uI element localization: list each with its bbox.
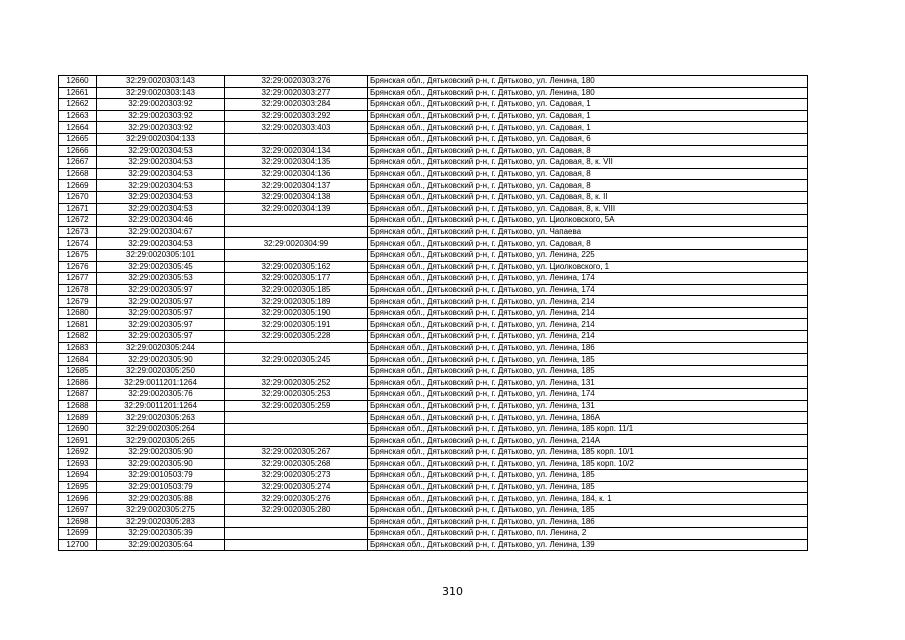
table-row bbox=[59, 145, 808, 157]
parcel-number-cell: 32:29:0020305:97 bbox=[97, 284, 225, 296]
row-number-cell: 12662 bbox=[59, 99, 97, 111]
table-row bbox=[59, 273, 808, 285]
row-number-cell: 12674 bbox=[59, 238, 97, 250]
address-cell: Брянская обл., Дятьковский р-н, г. Дятьково, ул. Ленина, 185 корп. 10/1 bbox=[368, 447, 808, 459]
parcel-number-cell: 32:29:0020305:64 bbox=[97, 539, 225, 551]
parcel-number-cell: 32:29:0020305:265 bbox=[97, 435, 225, 447]
row-number-cell: 12699 bbox=[59, 528, 97, 540]
row-number-cell: 12692 bbox=[59, 447, 97, 459]
address-cell: Брянская обл., Дятьковский р-н, г. Дятьково, ул. Садовая, 1 bbox=[368, 99, 808, 111]
object-number-cell: 32:29:0020305:245 bbox=[225, 354, 368, 366]
row-number-cell: 12683 bbox=[59, 342, 97, 354]
table-row bbox=[59, 307, 808, 319]
row-number-cell: 12671 bbox=[59, 203, 97, 215]
address-cell: Брянская обл., Дятьковский р-н, г. Дятьково, ул. Ленина, 186А bbox=[368, 412, 808, 424]
parcel-number-cell: 32:29:0020305:90 bbox=[97, 458, 225, 470]
object-number-cell: 32:29:0020305:162 bbox=[225, 261, 368, 273]
row-number-cell: 12695 bbox=[59, 481, 97, 493]
table-row bbox=[59, 354, 808, 366]
row-number-cell: 12684 bbox=[59, 354, 97, 366]
table-row bbox=[59, 331, 808, 343]
object-number-cell bbox=[225, 516, 368, 528]
object-number-cell: 32:29:0020304:135 bbox=[225, 157, 368, 169]
address-cell: Брянская обл., Дятьковский р-н, г. Дятьково, ул. Ленина, 214 bbox=[368, 319, 808, 331]
object-number-cell: 32:29:0020303:284 bbox=[225, 99, 368, 111]
table-row bbox=[59, 99, 808, 111]
table-row bbox=[59, 296, 808, 308]
address-cell: Брянская обл., Дятьковский р-н, г. Дятьково, ул. Чапаева bbox=[368, 226, 808, 238]
address-cell: Брянская обл., Дятьковский р-н, г. Дятьково, ул. Садовая, 8 bbox=[368, 180, 808, 192]
object-number-cell: 32:29:0020305:177 bbox=[225, 273, 368, 285]
address-cell: Брянская обл., Дятьковский р-н, г. Дятьково, ул. Садовая, 1 bbox=[368, 110, 808, 122]
object-number-cell: 32:29:0020305:274 bbox=[225, 481, 368, 493]
table-row bbox=[59, 539, 808, 551]
parcel-number-cell: 32:29:0020303:92 bbox=[97, 99, 225, 111]
parcel-number-cell: 32:29:0020305:76 bbox=[97, 389, 225, 401]
row-number-cell: 12664 bbox=[59, 122, 97, 134]
parcel-number-cell: 32:29:0020303:92 bbox=[97, 122, 225, 134]
table-row bbox=[59, 87, 808, 99]
address-cell: Брянская обл., Дятьковский р-н, г. Дятьково, ул. Ленина, 131 bbox=[368, 377, 808, 389]
parcel-number-cell: 32:29:0020305:250 bbox=[97, 365, 225, 377]
table-row bbox=[59, 516, 808, 528]
object-number-cell: 32:29:0020305:280 bbox=[225, 504, 368, 516]
object-number-cell: 32:29:0020303:276 bbox=[225, 76, 368, 88]
object-number-cell bbox=[225, 423, 368, 435]
table-row bbox=[59, 319, 808, 331]
row-number-cell: 12667 bbox=[59, 157, 97, 169]
row-number-cell: 12686 bbox=[59, 377, 97, 389]
table-row bbox=[59, 504, 808, 516]
table-row bbox=[59, 365, 808, 377]
address-cell: Брянская обл., Дятьковский р-н, г. Дятьково, ул. Ленина, 180 bbox=[368, 76, 808, 88]
object-number-cell bbox=[225, 539, 368, 551]
parcel-number-cell: 32:29:0020304:53 bbox=[97, 180, 225, 192]
object-number-cell bbox=[225, 133, 368, 145]
address-cell: Брянская обл., Дятьковский р-н, г. Дятьково, ул. Ленина, 185 bbox=[368, 504, 808, 516]
row-number-cell: 12691 bbox=[59, 435, 97, 447]
address-cell: Брянская обл., Дятьковский р-н, г. Дятьково, ул. Садовая, 1 bbox=[368, 122, 808, 134]
address-cell: Брянская обл., Дятьковский р-н, г. Дятьково, ул. Ленина, 185 bbox=[368, 354, 808, 366]
table-row bbox=[59, 447, 808, 459]
row-number-cell: 12680 bbox=[59, 307, 97, 319]
parcel-number-cell: 32:29:0020305:275 bbox=[97, 504, 225, 516]
object-number-cell: 32:29:0020305:191 bbox=[225, 319, 368, 331]
object-number-cell: 32:29:0020305:253 bbox=[225, 389, 368, 401]
object-number-cell: 32:29:0020304:136 bbox=[225, 168, 368, 180]
parcel-number-cell: 32:29:0020304:46 bbox=[97, 215, 225, 227]
row-number-cell: 12696 bbox=[59, 493, 97, 505]
parcel-number-cell: 32:29:0020305:53 bbox=[97, 273, 225, 285]
object-number-cell: 32:29:0020303:277 bbox=[225, 87, 368, 99]
table-row bbox=[59, 400, 808, 412]
table-row bbox=[59, 470, 808, 482]
parcel-number-cell: 32:29:0020304:53 bbox=[97, 203, 225, 215]
table-row bbox=[59, 249, 808, 261]
address-cell: Брянская обл., Дятьковский р-н, г. Дятьково, пл. Ленина, 2 bbox=[368, 528, 808, 540]
row-number-cell: 12669 bbox=[59, 180, 97, 192]
parcel-number-cell: 32:29:0020305:264 bbox=[97, 423, 225, 435]
object-number-cell: 32:29:0020305:228 bbox=[225, 331, 368, 343]
row-number-cell: 12697 bbox=[59, 504, 97, 516]
table-body bbox=[59, 76, 808, 551]
address-cell: Брянская обл., Дятьковский р-н, г. Дятьково, ул. Ленина, 185 bbox=[368, 365, 808, 377]
row-number-cell: 12672 bbox=[59, 215, 97, 227]
row-number-cell: 12668 bbox=[59, 168, 97, 180]
row-number-cell: 12666 bbox=[59, 145, 97, 157]
address-cell: Брянская обл., Дятьковский р-н, г. Дятьково, ул. Ленина, 174 bbox=[368, 273, 808, 285]
address-cell: Брянская обл., Дятьковский р-н, г. Дятьково, ул. Садовая, 6 bbox=[368, 133, 808, 145]
address-cell: Брянская обл., Дятьковский р-н, г. Дятьково, ул. Ленина, 225 bbox=[368, 249, 808, 261]
parcel-number-cell: 32:29:0011201:1264 bbox=[97, 400, 225, 412]
object-number-cell: 32:29:0020303:403 bbox=[225, 122, 368, 134]
parcel-number-cell: 32:29:0020304:53 bbox=[97, 157, 225, 169]
table-row bbox=[59, 157, 808, 169]
parcel-number-cell: 32:29:0020303:92 bbox=[97, 110, 225, 122]
object-number-cell: 32:29:0020303:292 bbox=[225, 110, 368, 122]
table-row bbox=[59, 423, 808, 435]
object-number-cell: 32:29:0020305:185 bbox=[225, 284, 368, 296]
object-number-cell bbox=[225, 365, 368, 377]
address-cell: Брянская обл., Дятьковский р-н, г. Дятьково, ул. Садовая, 8 bbox=[368, 168, 808, 180]
object-number-cell bbox=[225, 342, 368, 354]
parcel-number-cell: 32:29:0020305:97 bbox=[97, 331, 225, 343]
row-number-cell: 12679 bbox=[59, 296, 97, 308]
address-cell: Брянская обл., Дятьковский р-н, г. Дятьково, ул. Ленина, 184, к. 1 bbox=[368, 493, 808, 505]
address-cell: Брянская обл., Дятьковский р-н, г. Дятьково, ул. Садовая, 8, к. VIII bbox=[368, 203, 808, 215]
object-number-cell: 32:29:0020304:134 bbox=[225, 145, 368, 157]
table-row bbox=[59, 493, 808, 505]
object-number-cell bbox=[225, 412, 368, 424]
parcel-number-cell: 32:29:0020305:283 bbox=[97, 516, 225, 528]
object-number-cell: 32:29:0020305:190 bbox=[225, 307, 368, 319]
address-cell: Брянская обл., Дятьковский р-н, г. Дятьково, ул. Ленина, 214А bbox=[368, 435, 808, 447]
parcel-number-cell: 32:29:0020304:133 bbox=[97, 133, 225, 145]
address-cell: Брянская обл., Дятьковский р-н, г. Дятьково, ул. Циолковского, 5А bbox=[368, 215, 808, 227]
object-number-cell: 32:29:0020305:267 bbox=[225, 447, 368, 459]
row-number-cell: 12682 bbox=[59, 331, 97, 343]
table-row bbox=[59, 389, 808, 401]
address-cell: Брянская обл., Дятьковский р-н, г. Дятьково, ул. Ленина, 185 корп. 11/1 bbox=[368, 423, 808, 435]
row-number-cell: 12693 bbox=[59, 458, 97, 470]
row-number-cell: 12665 bbox=[59, 133, 97, 145]
row-number-cell: 12676 bbox=[59, 261, 97, 273]
object-number-cell: 32:29:0020305:276 bbox=[225, 493, 368, 505]
address-cell: Брянская обл., Дятьковский р-н, г. Дятьково, ул. Циолковского, 1 bbox=[368, 261, 808, 273]
parcel-number-cell: 32:29:0020305:97 bbox=[97, 296, 225, 308]
address-cell: Брянская обл., Дятьковский р-н, г. Дятьково, ул. Ленина, 214 bbox=[368, 331, 808, 343]
row-number-cell: 12688 bbox=[59, 400, 97, 412]
table-row bbox=[59, 261, 808, 273]
row-number-cell: 12670 bbox=[59, 191, 97, 203]
parcel-number-cell: 32:29:0020305:88 bbox=[97, 493, 225, 505]
object-number-cell: 32:29:0020304:138 bbox=[225, 191, 368, 203]
address-cell: Брянская обл., Дятьковский р-н, г. Дятьково, ул. Ленина, 131 bbox=[368, 400, 808, 412]
address-cell: Брянская обл., Дятьковский р-н, г. Дятьково, ул. Ленина, 214 bbox=[368, 296, 808, 308]
parcel-number-cell: 32:29:0010503:79 bbox=[97, 481, 225, 493]
parcel-number-cell: 32:29:0020304:53 bbox=[97, 145, 225, 157]
table-row bbox=[59, 435, 808, 447]
object-number-cell bbox=[225, 528, 368, 540]
parcel-number-cell: 32:29:0020305:39 bbox=[97, 528, 225, 540]
table-row bbox=[59, 458, 808, 470]
object-number-cell bbox=[225, 435, 368, 447]
parcel-number-cell: 32:29:0020305:101 bbox=[97, 249, 225, 261]
row-number-cell: 12687 bbox=[59, 389, 97, 401]
parcel-number-cell: 32:29:0020305:244 bbox=[97, 342, 225, 354]
table-row bbox=[59, 226, 808, 238]
row-number-cell: 12675 bbox=[59, 249, 97, 261]
table-row bbox=[59, 377, 808, 389]
parcel-number-cell: 32:29:0020305:263 bbox=[97, 412, 225, 424]
row-number-cell: 12678 bbox=[59, 284, 97, 296]
object-number-cell bbox=[225, 249, 368, 261]
object-number-cell: 32:29:0020304:137 bbox=[225, 180, 368, 192]
object-number-cell: 32:29:0020305:268 bbox=[225, 458, 368, 470]
table-row bbox=[59, 203, 808, 215]
table-row bbox=[59, 168, 808, 180]
address-cell: Брянская обл., Дятьковский р-н, г. Дятьково, ул. Ленина, 180 bbox=[368, 87, 808, 99]
address-cell: Брянская обл., Дятьковский р-н, г. Дятьково, ул. Ленина, 186 bbox=[368, 516, 808, 528]
address-cell: Брянская обл., Дятьковский р-н, г. Дятьково, ул. Ленина, 174 bbox=[368, 389, 808, 401]
object-number-cell: 32:29:0020304:99 bbox=[225, 238, 368, 250]
row-number-cell: 12663 bbox=[59, 110, 97, 122]
row-number-cell: 12698 bbox=[59, 516, 97, 528]
table-row bbox=[59, 528, 808, 540]
address-cell: Брянская обл., Дятьковский р-н, г. Дятьково, ул. Ленина, 174 bbox=[368, 284, 808, 296]
parcel-number-cell: 32:29:0020304:53 bbox=[97, 238, 225, 250]
table-row bbox=[59, 238, 808, 250]
address-cell: Брянская обл., Дятьковский р-н, г. Дятьково, ул. Ленина, 185 bbox=[368, 470, 808, 482]
address-cell: Брянская обл., Дятьковский р-н, г. Дятьково, ул. Садовая, 8, к. II bbox=[368, 191, 808, 203]
row-number-cell: 12660 bbox=[59, 76, 97, 88]
parcel-number-cell: 32:29:0020304:53 bbox=[97, 191, 225, 203]
parcel-number-cell: 32:29:0020304:67 bbox=[97, 226, 225, 238]
row-number-cell: 12685 bbox=[59, 365, 97, 377]
address-cell: Брянская обл., Дятьковский р-н, г. Дятьково, ул. Ленина, 214 bbox=[368, 307, 808, 319]
cadastral-table bbox=[58, 75, 808, 551]
parcel-number-cell: 32:29:0020303:143 bbox=[97, 87, 225, 99]
row-number-cell: 12689 bbox=[59, 412, 97, 424]
parcel-number-cell: 32:29:0020303:143 bbox=[97, 76, 225, 88]
parcel-number-cell: 32:29:0020304:53 bbox=[97, 168, 225, 180]
table-row bbox=[59, 133, 808, 145]
table-row bbox=[59, 342, 808, 354]
table-row bbox=[59, 284, 808, 296]
object-number-cell bbox=[225, 215, 368, 227]
page-number: 310 bbox=[442, 585, 463, 598]
table-row bbox=[59, 481, 808, 493]
table-row bbox=[59, 180, 808, 192]
row-number-cell: 12661 bbox=[59, 87, 97, 99]
object-number-cell: 32:29:0020305:273 bbox=[225, 470, 368, 482]
table-row bbox=[59, 110, 808, 122]
row-number-cell: 12677 bbox=[59, 273, 97, 285]
address-cell: Брянская обл., Дятьковский р-н, г. Дятьково, ул. Ленина, 185 корп. 10/2 bbox=[368, 458, 808, 470]
object-number-cell: 32:29:0020305:189 bbox=[225, 296, 368, 308]
object-number-cell: 32:29:0020305:259 bbox=[225, 400, 368, 412]
row-number-cell: 12681 bbox=[59, 319, 97, 331]
address-cell: Брянская обл., Дятьковский р-н, г. Дятьково, ул. Ленина, 139 bbox=[368, 539, 808, 551]
object-number-cell: 32:29:0020305:252 bbox=[225, 377, 368, 389]
row-number-cell: 12690 bbox=[59, 423, 97, 435]
table-row bbox=[59, 191, 808, 203]
address-cell: Брянская обл., Дятьковский р-н, г. Дятьково, ул. Ленина, 186 bbox=[368, 342, 808, 354]
parcel-number-cell: 32:29:0020305:90 bbox=[97, 447, 225, 459]
table-row bbox=[59, 215, 808, 227]
parcel-number-cell: 32:29:0020305:97 bbox=[97, 307, 225, 319]
parcel-number-cell: 32:29:0020305:97 bbox=[97, 319, 225, 331]
table-row bbox=[59, 122, 808, 134]
row-number-cell: 12694 bbox=[59, 470, 97, 482]
row-number-cell: 12700 bbox=[59, 539, 97, 551]
address-cell: Брянская обл., Дятьковский р-н, г. Дятьково, ул. Ленина, 185 bbox=[368, 481, 808, 493]
object-number-cell: 32:29:0020304:139 bbox=[225, 203, 368, 215]
row-number-cell: 12673 bbox=[59, 226, 97, 238]
address-cell: Брянская обл., Дятьковский р-н, г. Дятьково, ул. Садовая, 8 bbox=[368, 145, 808, 157]
address-cell: Брянская обл., Дятьковский р-н, г. Дятьково, ул. Садовая, 8, к. VII bbox=[368, 157, 808, 169]
parcel-number-cell: 32:29:0020305:90 bbox=[97, 354, 225, 366]
address-cell: Брянская обл., Дятьковский р-н, г. Дятьково, ул. Садовая, 8 bbox=[368, 238, 808, 250]
parcel-number-cell: 32:29:0011201:1264 bbox=[97, 377, 225, 389]
table-row bbox=[59, 412, 808, 424]
object-number-cell bbox=[225, 226, 368, 238]
table-row bbox=[59, 76, 808, 88]
parcel-number-cell: 32:29:0020305:45 bbox=[97, 261, 225, 273]
parcel-number-cell: 32:29:0010503:79 bbox=[97, 470, 225, 482]
